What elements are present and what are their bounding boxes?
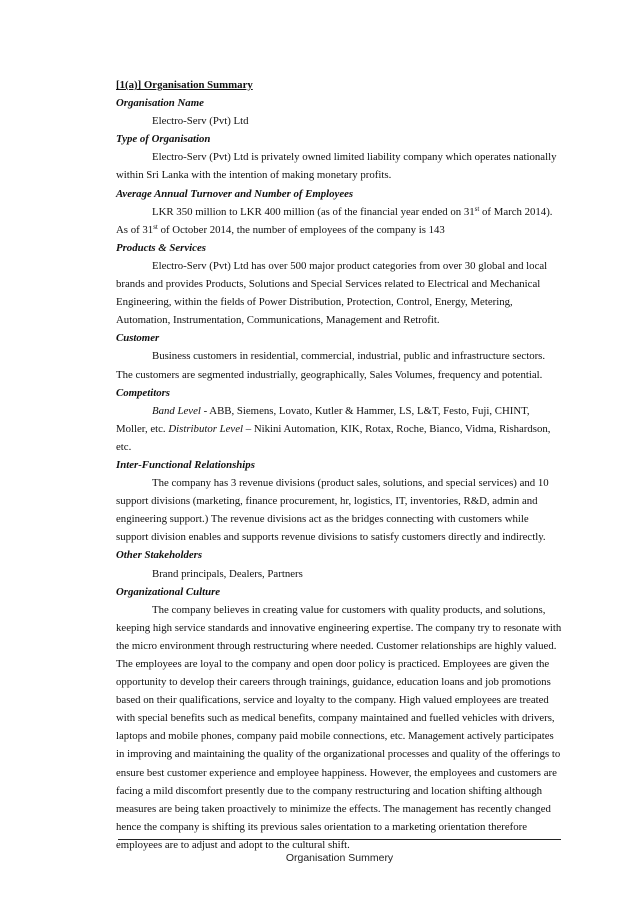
section-title-org-name: Organisation Name [116, 97, 204, 110]
section-text-products: Electro-Serv (Pvt) Ltd has over 500 major product categories from over 30 global and local brands and provides Products, Solutions and Special Services related to Electrical and Mechanical Engineering, within the fields of Power Distribution, Protection, Control, Energy, Metering, Automation, Instrumentation, Communications, Management and Retrofit. [116, 259, 548, 327]
turnover-superscript-2: st [153, 222, 158, 231]
section-title-turnover: Average Annual Turnover and Number of Employees [116, 187, 354, 200]
document-body [116, 76, 563, 854]
section-text-org-type: Electro-Serv (Pvt) Ltd is privately owned limited liability company which operates nationally within Sri Lanka with the intention of making monetary profits. [116, 151, 557, 182]
competitors-distributor-label: Distributor Level [168, 422, 244, 435]
section-title-competitors: Competitors [116, 386, 170, 399]
section-title-products: Products & Services [116, 241, 206, 254]
section-text-culture: The company believes in creating value for customers with quality products, and solutions, keeping high service standards and innovative engineering expertise. The company try to resonate with the micro environment through restructuring where needed. Customer relationships are highly valued. The employees are loyal to the company and open door policy is practiced. Employees are given the opportunity to develop their careers through trainings, guidance, education loans and job promotions based on their qualifications, service and loyalty to the company. High valued employees are treated with special benefits such as medical benefits, company maintained and fuelled vehicles with drivers, laptops and mobile phones, company paid mobile connections, etc. Management actively participates in improving and maintaining the quality of the organizational processes and quality of the offerings to ensure best customer experience and employee happiness. However, the employees and customers are facing a mild discomfort presently due to the company restructuring and location shifting although measures are being taken proactively to minimize the effects. The management has recently changed hence the company is shifting its previous sales orientation to a marketing orientation therefore employees are to adjust and adopt to the cultural shift. [116, 603, 562, 851]
competitors-band-label: Band Level [152, 404, 201, 417]
section-title-culture: Organizational Culture [116, 585, 221, 598]
footer-label: Organisation Summery [285, 852, 394, 864]
footer-divider [118, 839, 561, 840]
section-text-turnover [116, 203, 563, 239]
turnover-text-part3: of October 2014, the number of employees of the company is 143 [157, 223, 445, 236]
section-text-org-name: Electro-Serv (Pvt) Ltd [152, 115, 249, 128]
section-text-stakeholders: Brand principals, Dealers, Partners [152, 567, 303, 580]
section-title-inter-functional: Inter-Functional Relationships [116, 458, 255, 471]
turnover-text-part1: LKR 350 million to LKR 400 million (as of the financial year ended on 31 [152, 205, 475, 218]
turnover-superscript-1: st [474, 204, 480, 213]
section-text-inter-functional: The company has 3 revenue divisions (product sales, solutions, and special services) and 10 support divisions (marketing, finance procurement, hr, logistics, IT, inventories, R&D, admin and engineering support.) The revenue divisions act as the bridges connecting with customers while support division enables and supports revenue divisions to satisfy customers directly and indirectly. [116, 477, 549, 544]
turnover-text-part2: of March 2014). As of 31 [116, 205, 553, 236]
page-heading: [1(a)] Organisation Summary [116, 79, 253, 91]
section-text-customer: Business customers in residential, commercial, industrial, public and infrastructure sectors. The customers are segmented industrially, geographically, Sales Volumes, frequency and potential. [116, 350, 546, 381]
section-title-stakeholders: Other Stakeholders [116, 549, 203, 562]
section-title-org-type: Type of Organisation [116, 133, 211, 146]
competitors-band-text: - ABB, Siemens, Lovato, Kutler & Hammer, LS, L&T, Festo, Fuji, CHINT, Moller, etc. [116, 404, 530, 435]
section-title-customer: Customer [116, 332, 160, 345]
competitors-distributor-text: – Nikini Automation, KIK, Rotax, Roche, Bianco, Vidma, Rishardson, etc. [116, 422, 551, 453]
section-text-competitors [116, 402, 563, 456]
